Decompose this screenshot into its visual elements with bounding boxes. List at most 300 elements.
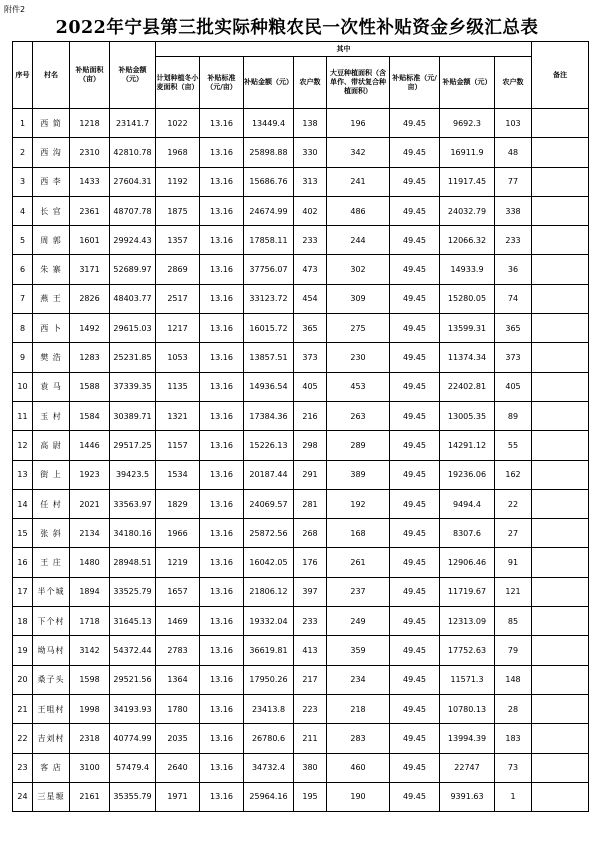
cell-amount: 29517.25: [110, 431, 156, 460]
cell-village: 西 沟: [33, 138, 70, 167]
cell-remark: [532, 138, 589, 167]
cell-soy-amount: 14933.9: [440, 255, 495, 284]
table-row: [13, 548, 589, 577]
cell-area: 1584: [70, 401, 110, 430]
cell-remark: [532, 782, 589, 811]
page-title: 2022年宁县第三批实际种粮农民一次性补贴资金乡级汇总表: [55, 18, 539, 38]
cell-soy-households: 74: [495, 284, 532, 313]
cell-seq: 9: [13, 343, 33, 372]
cell-soy-amount: 14291.12: [440, 431, 495, 460]
cell-soy-amount: 22747: [440, 753, 495, 782]
cell-soy-households: 1: [495, 782, 532, 811]
cell-wheat-std: 13.16: [200, 782, 244, 811]
cell-wheat-std: 13.16: [200, 109, 244, 138]
cell-wheat-area: 1321: [156, 401, 200, 430]
table-row: [13, 255, 589, 284]
header-group: 其中: [156, 42, 532, 57]
cell-remark: [532, 665, 589, 694]
cell-amount: 33563.97: [110, 489, 156, 518]
header-wheat-households: 农户数: [294, 57, 327, 109]
cell-remark: [532, 694, 589, 723]
cell-soy-amount: 19236.06: [440, 460, 495, 489]
cell-soy-households: 103: [495, 109, 532, 138]
table-row: [13, 196, 589, 225]
cell-soy-amount: 10780.13: [440, 694, 495, 723]
cell-village: 坳马村: [33, 636, 70, 665]
cell-wheat-amount: 24674.99: [244, 196, 294, 225]
cell-seq: 20: [13, 665, 33, 694]
cell-soy-std: 49.45: [390, 226, 440, 255]
cell-amount: 35355.79: [110, 782, 156, 811]
cell-area: 2310: [70, 138, 110, 167]
cell-wheat-households: 291: [294, 460, 327, 489]
cell-area: 2161: [70, 782, 110, 811]
cell-seq: 22: [13, 724, 33, 753]
table-row: [13, 489, 589, 518]
cell-village: 王咀村: [33, 694, 70, 723]
cell-wheat-households: 176: [294, 548, 327, 577]
cell-area: 3142: [70, 636, 110, 665]
cell-wheat-area: 1968: [156, 138, 200, 167]
cell-wheat-std: 13.16: [200, 431, 244, 460]
cell-wheat-area: 1780: [156, 694, 200, 723]
cell-wheat-area: 2640: [156, 753, 200, 782]
cell-soy-amount: 24032.79: [440, 196, 495, 225]
cell-wheat-amount: 33123.72: [244, 284, 294, 313]
table-row: [13, 226, 589, 255]
cell-seq: 14: [13, 489, 33, 518]
cell-soy-area: 190: [327, 782, 390, 811]
cell-soy-households: 89: [495, 401, 532, 430]
cell-remark: [532, 343, 589, 372]
cell-amount: 31645.13: [110, 607, 156, 636]
header-wheat-area: 计划种植冬小麦面积（亩）: [156, 57, 200, 109]
cell-seq: 5: [13, 226, 33, 255]
cell-wheat-amount: 15226.13: [244, 431, 294, 460]
cell-soy-households: 73: [495, 753, 532, 782]
cell-area: 1433: [70, 167, 110, 196]
table-row: [13, 431, 589, 460]
cell-amount: 29521.56: [110, 665, 156, 694]
cell-area: 1492: [70, 314, 110, 343]
cell-remark: [532, 607, 589, 636]
cell-wheat-area: 1875: [156, 196, 200, 225]
cell-soy-std: 49.45: [390, 753, 440, 782]
cell-soy-households: 27: [495, 519, 532, 548]
cell-village: 张 斜: [33, 519, 70, 548]
cell-soy-amount: 11374.34: [440, 343, 495, 372]
cell-wheat-amount: 15686.76: [244, 167, 294, 196]
attachment-label: 附件2: [4, 5, 26, 14]
header-remark: 备注: [532, 42, 589, 109]
cell-wheat-households: 268: [294, 519, 327, 548]
cell-area: 1598: [70, 665, 110, 694]
cell-wheat-households: 397: [294, 577, 327, 606]
cell-wheat-area: 1219: [156, 548, 200, 577]
cell-village: 长 官: [33, 196, 70, 225]
cell-soy-area: 230: [327, 343, 390, 372]
cell-wheat-households: 298: [294, 431, 327, 460]
table-row: [13, 665, 589, 694]
cell-wheat-area: 2517: [156, 284, 200, 313]
cell-soy-std: 49.45: [390, 636, 440, 665]
cell-soy-std: 49.45: [390, 138, 440, 167]
cell-soy-amount: 11917.45: [440, 167, 495, 196]
cell-wheat-std: 13.16: [200, 284, 244, 313]
cell-soy-area: 168: [327, 519, 390, 548]
cell-wheat-households: 405: [294, 372, 327, 401]
cell-wheat-households: 380: [294, 753, 327, 782]
cell-soy-std: 49.45: [390, 401, 440, 430]
cell-wheat-households: 216: [294, 401, 327, 430]
cell-area: 1718: [70, 607, 110, 636]
cell-soy-area: 453: [327, 372, 390, 401]
cell-wheat-amount: 19332.04: [244, 607, 294, 636]
cell-remark: [532, 636, 589, 665]
cell-soy-area: 486: [327, 196, 390, 225]
cell-amount: 39423.5: [110, 460, 156, 489]
cell-soy-std: 49.45: [390, 607, 440, 636]
cell-amount: 29924.43: [110, 226, 156, 255]
cell-soy-amount: 22402.81: [440, 372, 495, 401]
cell-wheat-std: 13.16: [200, 489, 244, 518]
table-row: [13, 694, 589, 723]
cell-soy-households: 79: [495, 636, 532, 665]
cell-wheat-amount: 25964.16: [244, 782, 294, 811]
cell-seq: 4: [13, 196, 33, 225]
cell-soy-area: 218: [327, 694, 390, 723]
cell-seq: 18: [13, 607, 33, 636]
cell-wheat-area: 1657: [156, 577, 200, 606]
cell-wheat-households: 233: [294, 226, 327, 255]
cell-soy-amount: 17752.63: [440, 636, 495, 665]
cell-wheat-std: 13.16: [200, 753, 244, 782]
cell-wheat-area: 1157: [156, 431, 200, 460]
cell-wheat-amount: 14936.54: [244, 372, 294, 401]
cell-soy-std: 49.45: [390, 314, 440, 343]
cell-soy-area: 192: [327, 489, 390, 518]
header-soy-amount: 补贴金额（元）: [440, 57, 495, 109]
cell-soy-households: 36: [495, 255, 532, 284]
cell-soy-area: 342: [327, 138, 390, 167]
cell-village: 西 卜: [33, 314, 70, 343]
cell-area: 1283: [70, 343, 110, 372]
cell-amount: 34180.16: [110, 519, 156, 548]
cell-amount: 42810.78: [110, 138, 156, 167]
cell-soy-area: 302: [327, 255, 390, 284]
cell-soy-std: 49.45: [390, 519, 440, 548]
cell-village: 玉 村: [33, 401, 70, 430]
cell-soy-area: 196: [327, 109, 390, 138]
cell-soy-amount: 12066.32: [440, 226, 495, 255]
cell-remark: [532, 196, 589, 225]
cell-soy-amount: 13599.31: [440, 314, 495, 343]
cell-village: 西 李: [33, 167, 70, 196]
cell-wheat-std: 13.16: [200, 577, 244, 606]
cell-wheat-amount: 21806.12: [244, 577, 294, 606]
table-row: [13, 167, 589, 196]
cell-soy-std: 49.45: [390, 782, 440, 811]
cell-amount: 27604.31: [110, 167, 156, 196]
cell-soy-amount: 8307.6: [440, 519, 495, 548]
cell-remark: [532, 753, 589, 782]
cell-soy-households: 28: [495, 694, 532, 723]
cell-village: 燕 王: [33, 284, 70, 313]
cell-wheat-std: 13.16: [200, 226, 244, 255]
cell-soy-area: 359: [327, 636, 390, 665]
cell-area: 1923: [70, 460, 110, 489]
cell-seq: 12: [13, 431, 33, 460]
cell-village: 西 简: [33, 109, 70, 138]
header-wheat-amount: 补贴金额（元）: [244, 57, 294, 109]
cell-wheat-amount: 23413.8: [244, 694, 294, 723]
cell-remark: [532, 226, 589, 255]
cell-wheat-area: 1357: [156, 226, 200, 255]
cell-soy-amount: 15280.05: [440, 284, 495, 313]
cell-wheat-amount: 16015.72: [244, 314, 294, 343]
cell-village: 樊 浩: [33, 343, 70, 372]
table-row: [13, 284, 589, 313]
cell-seq: 10: [13, 372, 33, 401]
cell-village: 下个村: [33, 607, 70, 636]
cell-wheat-amount: 17384.36: [244, 401, 294, 430]
cell-village: 任 村: [33, 489, 70, 518]
subsidy-summary-table: [12, 41, 589, 812]
cell-seq: 11: [13, 401, 33, 430]
cell-remark: [532, 109, 589, 138]
cell-amount: 23141.7: [110, 109, 156, 138]
cell-seq: 2: [13, 138, 33, 167]
cell-wheat-households: 233: [294, 607, 327, 636]
table-row: [13, 607, 589, 636]
cell-soy-amount: 16911.9: [440, 138, 495, 167]
cell-wheat-households: 217: [294, 665, 327, 694]
cell-wheat-households: 281: [294, 489, 327, 518]
cell-soy-std: 49.45: [390, 577, 440, 606]
cell-soy-amount: 12906.46: [440, 548, 495, 577]
cell-amount: 52689.97: [110, 255, 156, 284]
cell-soy-households: 162: [495, 460, 532, 489]
cell-remark: [532, 519, 589, 548]
cell-wheat-amount: 26780.6: [244, 724, 294, 753]
cell-soy-amount: 13005.35: [440, 401, 495, 430]
cell-wheat-area: 1364: [156, 665, 200, 694]
cell-soy-std: 49.45: [390, 255, 440, 284]
cell-wheat-std: 13.16: [200, 694, 244, 723]
cell-amount: 34193.93: [110, 694, 156, 723]
cell-area: 2826: [70, 284, 110, 313]
cell-soy-area: 309: [327, 284, 390, 313]
cell-soy-std: 49.45: [390, 343, 440, 372]
cell-village: 袁 马: [33, 372, 70, 401]
table-row: [13, 460, 589, 489]
cell-wheat-std: 13.16: [200, 167, 244, 196]
cell-wheat-area: 1829: [156, 489, 200, 518]
cell-soy-households: 91: [495, 548, 532, 577]
cell-soy-std: 49.45: [390, 431, 440, 460]
cell-remark: [532, 577, 589, 606]
table-row: [13, 724, 589, 753]
cell-soy-area: 389: [327, 460, 390, 489]
cell-soy-amount: 9391.63: [440, 782, 495, 811]
cell-soy-households: 121: [495, 577, 532, 606]
cell-soy-households: 55: [495, 431, 532, 460]
cell-amount: 48403.77: [110, 284, 156, 313]
cell-seq: 3: [13, 167, 33, 196]
cell-soy-area: 249: [327, 607, 390, 636]
cell-wheat-std: 13.16: [200, 548, 244, 577]
cell-seq: 17: [13, 577, 33, 606]
cell-wheat-area: 1053: [156, 343, 200, 372]
cell-remark: [532, 489, 589, 518]
cell-remark: [532, 460, 589, 489]
cell-wheat-households: 454: [294, 284, 327, 313]
cell-amount: 33525.79: [110, 577, 156, 606]
cell-wheat-std: 13.16: [200, 665, 244, 694]
cell-soy-area: 289: [327, 431, 390, 460]
cell-remark: [532, 284, 589, 313]
table-row: [13, 343, 589, 372]
cell-wheat-std: 13.16: [200, 724, 244, 753]
cell-village: 半个城: [33, 577, 70, 606]
cell-seq: 1: [13, 109, 33, 138]
cell-village: 街 上: [33, 460, 70, 489]
cell-soy-area: 241: [327, 167, 390, 196]
table-row: [13, 782, 589, 811]
cell-soy-std: 49.45: [390, 372, 440, 401]
cell-area: 1446: [70, 431, 110, 460]
cell-wheat-std: 13.16: [200, 401, 244, 430]
cell-wheat-amount: 37756.07: [244, 255, 294, 284]
cell-soy-area: 237: [327, 577, 390, 606]
cell-wheat-households: 138: [294, 109, 327, 138]
cell-soy-std: 49.45: [390, 665, 440, 694]
cell-wheat-area: 1192: [156, 167, 200, 196]
cell-wheat-households: 413: [294, 636, 327, 665]
cell-soy-amount: 11719.67: [440, 577, 495, 606]
cell-wheat-households: 365: [294, 314, 327, 343]
cell-soy-std: 49.45: [390, 109, 440, 138]
cell-wheat-amount: 34732.4: [244, 753, 294, 782]
header-soy-std: 补贴标准（元/亩）: [390, 57, 440, 109]
cell-area: 3171: [70, 255, 110, 284]
cell-wheat-amount: 13449.4: [244, 109, 294, 138]
header-soy-households: 农户数: [495, 57, 532, 109]
cell-wheat-amount: 16042.05: [244, 548, 294, 577]
cell-seq: 21: [13, 694, 33, 723]
header-seq: 序号: [13, 42, 33, 109]
cell-area: 2361: [70, 196, 110, 225]
cell-amount: 48707.78: [110, 196, 156, 225]
table-row: [13, 138, 589, 167]
cell-soy-area: 460: [327, 753, 390, 782]
cell-soy-amount: 13994.39: [440, 724, 495, 753]
cell-wheat-std: 13.16: [200, 460, 244, 489]
cell-wheat-area: 1971: [156, 782, 200, 811]
cell-remark: [532, 724, 589, 753]
cell-amount: 29615.03: [110, 314, 156, 343]
cell-area: 2318: [70, 724, 110, 753]
cell-soy-households: 148: [495, 665, 532, 694]
cell-wheat-amount: 17950.26: [244, 665, 294, 694]
cell-soy-households: 77: [495, 167, 532, 196]
cell-amount: 57479.4: [110, 753, 156, 782]
cell-remark: [532, 548, 589, 577]
cell-soy-households: 48: [495, 138, 532, 167]
cell-wheat-std: 13.16: [200, 607, 244, 636]
cell-wheat-households: 402: [294, 196, 327, 225]
cell-soy-amount: 9692.3: [440, 109, 495, 138]
cell-wheat-amount: 24069.57: [244, 489, 294, 518]
cell-wheat-amount: 20187.44: [244, 460, 294, 489]
cell-soy-amount: 9494.4: [440, 489, 495, 518]
cell-wheat-std: 13.16: [200, 372, 244, 401]
cell-soy-area: 275: [327, 314, 390, 343]
cell-wheat-std: 13.16: [200, 519, 244, 548]
table-row: [13, 636, 589, 665]
table-row: [13, 753, 589, 782]
cell-soy-std: 49.45: [390, 694, 440, 723]
cell-soy-std: 49.45: [390, 724, 440, 753]
cell-remark: [532, 314, 589, 343]
cell-wheat-area: 2783: [156, 636, 200, 665]
cell-amount: 40774.99: [110, 724, 156, 753]
cell-wheat-std: 13.16: [200, 255, 244, 284]
header-area: 补贴面积（亩）: [70, 42, 110, 109]
cell-area: 1998: [70, 694, 110, 723]
cell-village: 桑子头: [33, 665, 70, 694]
cell-area: 2021: [70, 489, 110, 518]
cell-wheat-households: 195: [294, 782, 327, 811]
cell-soy-std: 49.45: [390, 167, 440, 196]
cell-village: 吉刘村: [33, 724, 70, 753]
cell-wheat-std: 13.16: [200, 636, 244, 665]
cell-seq: 15: [13, 519, 33, 548]
cell-amount: 37339.35: [110, 372, 156, 401]
cell-wheat-area: 1217: [156, 314, 200, 343]
cell-wheat-households: 373: [294, 343, 327, 372]
cell-wheat-households: 211: [294, 724, 327, 753]
cell-seq: 24: [13, 782, 33, 811]
cell-wheat-area: 1022: [156, 109, 200, 138]
cell-seq: 16: [13, 548, 33, 577]
cell-soy-households: 405: [495, 372, 532, 401]
cell-seq: 8: [13, 314, 33, 343]
table-row: [13, 401, 589, 430]
cell-village: 三星塬: [33, 782, 70, 811]
cell-area: 1601: [70, 226, 110, 255]
cell-wheat-amount: 25898.88: [244, 138, 294, 167]
cell-wheat-std: 13.16: [200, 314, 244, 343]
cell-amount: 54372.44: [110, 636, 156, 665]
cell-wheat-area: 1135: [156, 372, 200, 401]
cell-soy-area: 244: [327, 226, 390, 255]
table-row: [13, 109, 589, 138]
cell-soy-std: 49.45: [390, 284, 440, 313]
cell-soy-area: 261: [327, 548, 390, 577]
cell-seq: 6: [13, 255, 33, 284]
cell-wheat-area: 1469: [156, 607, 200, 636]
header-soy-area: 大豆种植面积（含单作、带状复合种植面积）: [327, 57, 390, 109]
cell-area: 2134: [70, 519, 110, 548]
cell-area: 3100: [70, 753, 110, 782]
cell-area: 1218: [70, 109, 110, 138]
cell-seq: 23: [13, 753, 33, 782]
cell-soy-households: 373: [495, 343, 532, 372]
cell-wheat-std: 13.16: [200, 138, 244, 167]
cell-wheat-area: 2869: [156, 255, 200, 284]
header-village: 村名: [33, 42, 70, 109]
